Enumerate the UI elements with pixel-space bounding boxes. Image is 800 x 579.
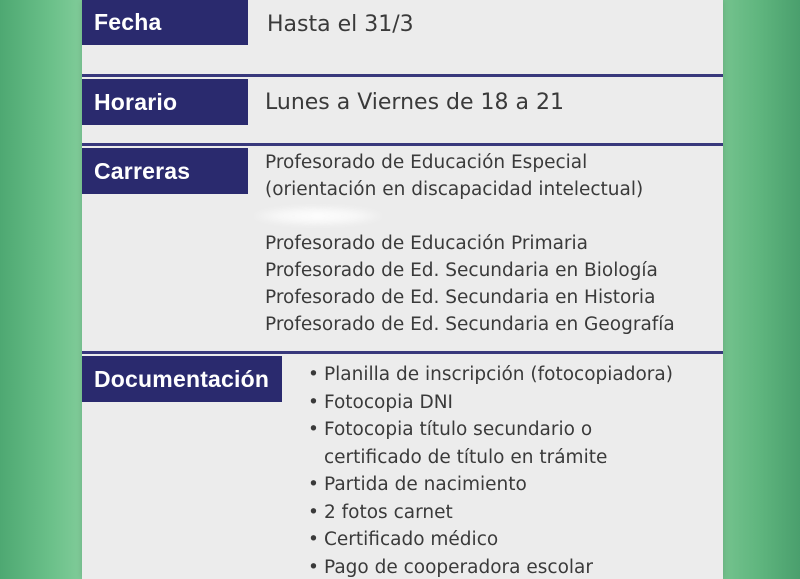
- list-item-text-continued: certificado de título en trámite: [324, 446, 608, 468]
- documentacion-list: [308, 361, 673, 579]
- section-divider-1: [82, 74, 723, 77]
- bullet-icon: •: [308, 474, 319, 495]
- fecha-label-text: Fecha: [94, 9, 162, 35]
- list-item: [308, 389, 673, 417]
- carrera-item: Profesorado de Ed. Secundaria en Biología: [265, 260, 658, 281]
- carreras-list: [265, 149, 675, 338]
- bullet-icon: •: [308, 556, 319, 578]
- list-item: [308, 471, 673, 499]
- carrera-item: Profesorado de Educación Especial: [265, 152, 588, 173]
- documentacion-list-container: [308, 361, 673, 579]
- carrera-item: Profesorado de Ed. Secundaria en Geografía: [265, 314, 675, 335]
- horario-value: Lunes a Viernes de 18 a 21: [265, 90, 564, 115]
- documentacion-label: [82, 356, 282, 402]
- list-item-text: Fotocopia título secundario o: [324, 419, 593, 440]
- carrera-item: Profesorado de Ed. Secundaria en Historia: [265, 287, 656, 308]
- carrera-item: Profesorado de Educación Primaria: [265, 233, 589, 254]
- bullet-icon: •: [308, 501, 319, 523]
- list-item: [308, 499, 673, 527]
- documentacion-label-text: Documentación: [94, 365, 270, 392]
- section-divider-2: [82, 143, 723, 146]
- list-item: [308, 361, 673, 389]
- carreras-label: [82, 148, 248, 194]
- blurred-line: [253, 206, 383, 226]
- bullet-icon: •: [308, 364, 319, 385]
- list-item-text: Planilla de inscripción (fotocopiadora): [324, 364, 673, 385]
- list-item-text: 2 fotos carnet: [324, 501, 453, 523]
- bullet-icon: •: [308, 529, 319, 550]
- carreras-label-text: Carreras: [94, 157, 191, 184]
- fecha-label: [82, 0, 248, 45]
- list-item-text: Partida de nacimiento: [324, 474, 527, 495]
- list-item-text: Fotocopia DNI: [324, 391, 454, 413]
- document-sheet: [82, 0, 723, 579]
- list-item-text: Pago de cooperadora escolar: [324, 556, 593, 578]
- horario-label: [82, 79, 248, 125]
- section-divider-3: [82, 351, 723, 354]
- bullet-icon: •: [308, 391, 319, 413]
- fecha-value: Hasta el 31/3: [267, 12, 414, 37]
- bullet-icon: •: [308, 419, 319, 440]
- horario-label-text: Horario: [94, 88, 178, 115]
- list-item-text: Certificado médico: [324, 529, 499, 550]
- list-item: [308, 526, 673, 554]
- carrera-item: (orientación en discapacidad intelectual): [265, 179, 644, 200]
- list-item: [308, 416, 673, 471]
- list-item: [308, 554, 673, 579]
